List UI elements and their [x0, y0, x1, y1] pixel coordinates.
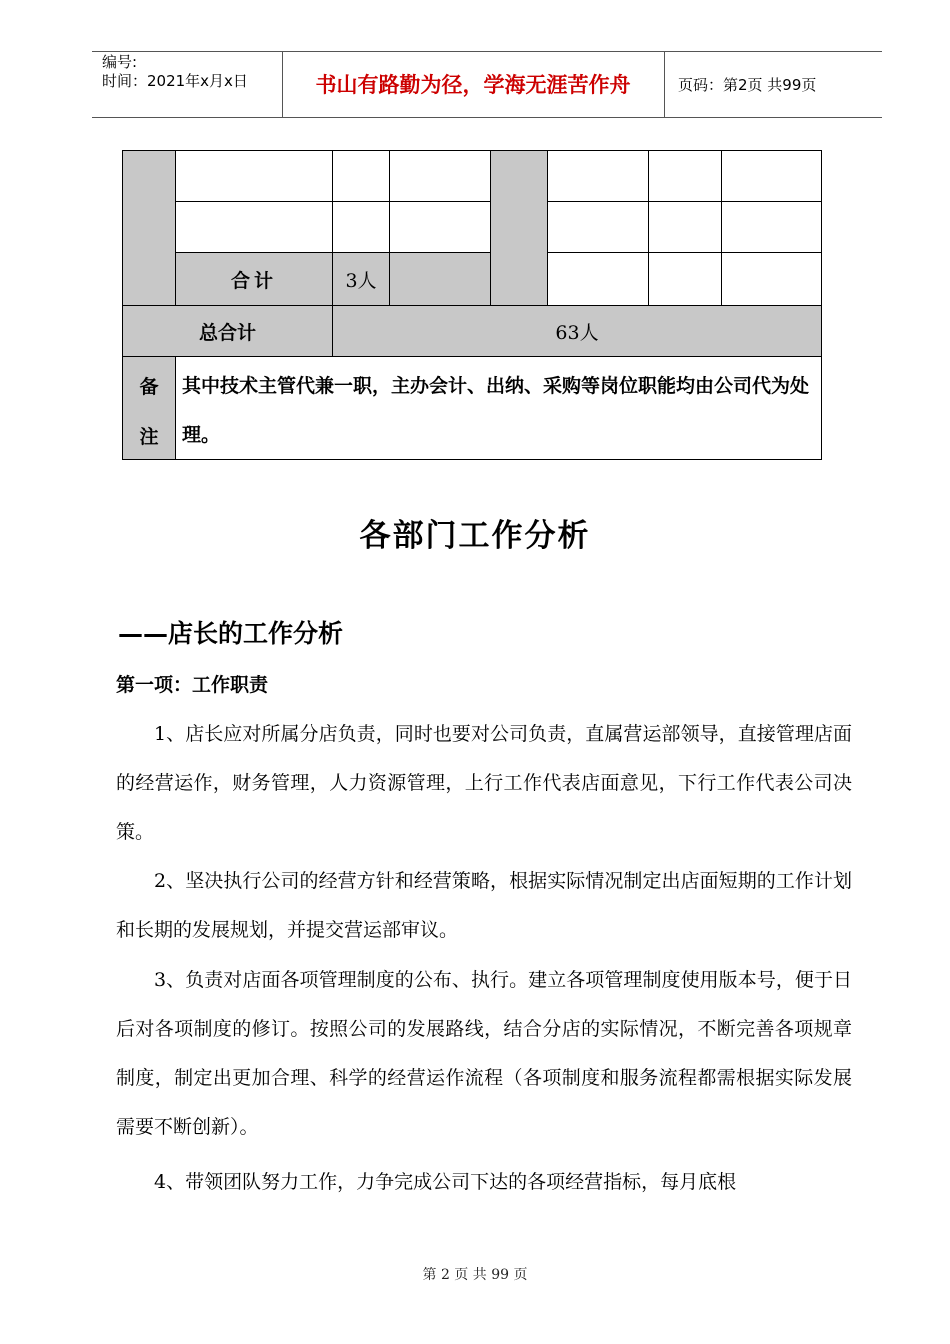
table-dept-cell-right: [490, 150, 548, 306]
table-cell: [648, 150, 722, 202]
table-cell: [648, 252, 722, 306]
table-cell: [332, 201, 390, 253]
header-bottom-rule: [92, 117, 882, 118]
table-dept-cell-left: [122, 150, 176, 306]
remark-label-bottom: 注: [139, 426, 159, 448]
table-cell: [547, 150, 649, 202]
table-cell: [721, 252, 822, 306]
paragraph-2: 2、坚决执行公司的经营方针和经营策略，根据实际情况制定出店面短期的工作计划和长期的发展规划，并提交营运部审议。: [116, 870, 852, 941]
header-motto: 书山有路勤为径，学海无涯苦作舟: [315, 73, 631, 97]
paragraph-3: 3、负责对店面各项管理制度的公布、执行。建立各项管理制度使用版本号，便于日后对各项制度的修订。按照公司的发展路线，结合分店的实际情况，不断完善各项规章制度，制定出更加合理、科学的经营运作流程（各项制度和服务流程都需根据实际发展需要不断创新）。: [116, 969, 852, 1138]
header-divider-right: [664, 52, 665, 118]
paragraph-1: 1、店长应对所属分店负责，同时也要对公司负责，直属营运部领导，直接管理店面的经营运作，财务管理，人力资源管理，上行工作代表店面意见，下行工作代表公司决策。: [116, 723, 852, 843]
grand-total-value-cell: 63人: [332, 305, 822, 357]
paragraph-4: 4、带领团队努力工作，力争完成公司下达的各项经营指标，每月底根: [154, 1171, 737, 1193]
page-title: 各部门工作分析: [359, 518, 591, 554]
table-cell: [547, 201, 649, 253]
header-number-label: 编号:: [102, 53, 138, 71]
subtotal-value-cell: 3人: [332, 252, 390, 306]
section-subtitle: ——店长的工作分析: [118, 619, 344, 648]
table-cell: [332, 150, 390, 202]
table-cell: [721, 201, 822, 253]
table-cell: [175, 150, 333, 202]
table-cell: [547, 252, 649, 306]
grand-total-label-cell: 总合计: [122, 305, 333, 357]
table-cell: [389, 150, 491, 202]
remark-label-top: 备: [139, 376, 159, 398]
footer-page-number: 第 2 页 共 99 页: [422, 1267, 528, 1283]
header-top-rule: [92, 51, 882, 52]
table-cell: [389, 252, 491, 306]
remark-text: 其中技术主管代兼一职，主办会计、出纳、采购等岗位职能均由公司代为处理。: [182, 375, 810, 446]
table-cell: [721, 150, 822, 202]
table-cell: [389, 201, 491, 253]
header-time-label: 时间：2021年x月x日: [102, 72, 248, 90]
table-cell: [648, 201, 722, 253]
subtotal-label-cell: 合计: [175, 252, 333, 306]
header-page-info: 页码：第2页 共99页: [678, 76, 817, 94]
table-cell: [175, 201, 333, 253]
item-title: 第一项：工作职责: [116, 674, 269, 696]
